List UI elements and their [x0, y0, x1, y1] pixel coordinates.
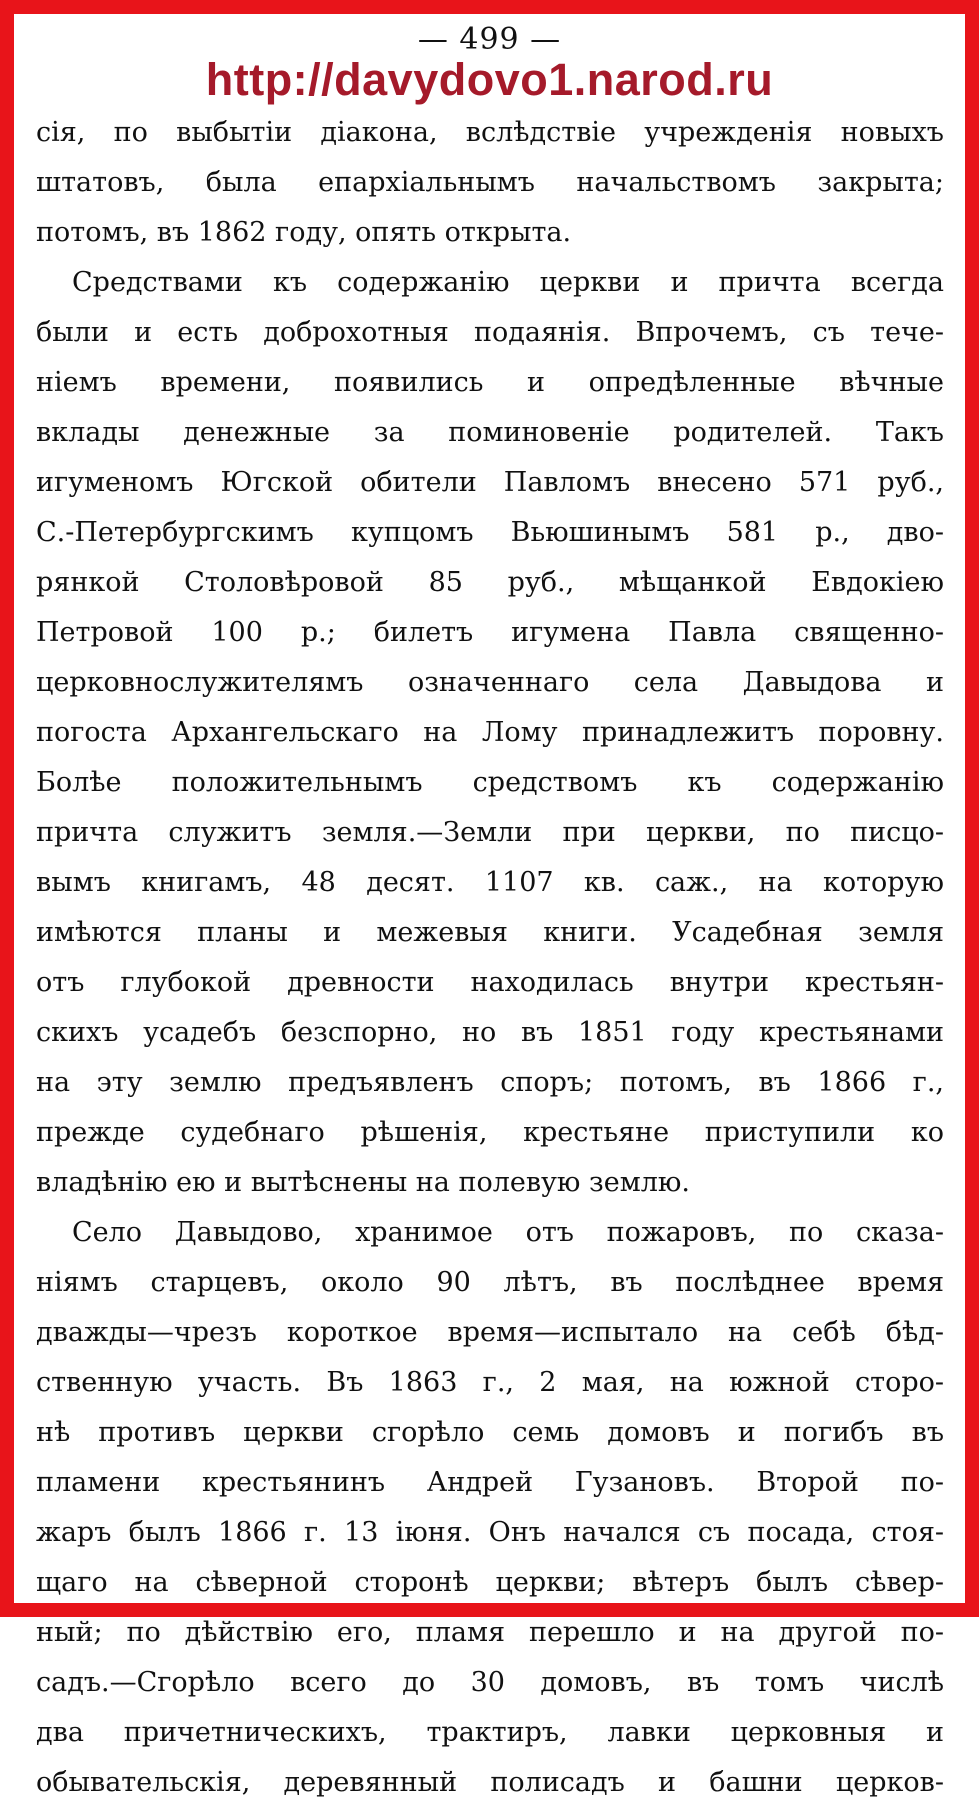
text-line: рянкой Столовѣровой 85 руб., мѣщанкой Евдокіею: [36, 567, 944, 598]
text-line: нѣ противъ церкви сгорѣло семь домовъ и погибъ въ: [36, 1417, 944, 1448]
page-number: — 499 —: [417, 22, 562, 57]
text-line: штатовъ, была епархіальнымъ начальствомъ закрыта;: [36, 167, 944, 198]
text-line: пламени крестьянинъ Андрей Гузановъ. Второй по-: [36, 1467, 944, 1498]
text-line: Средствами къ содержанію церкви и причта всегда: [72, 267, 944, 298]
text-line: церковнослужителямъ означеннаго села Давыдова и: [36, 667, 944, 698]
text-line: ственную участь. Въ 1863 г., 2 мая, на южной сторо-: [36, 1367, 944, 1398]
text-line: ніемъ времени, появились и опредѣленные вѣчные: [36, 367, 944, 398]
text-line: два причетническихъ, трактиръ, лавки церковныя и: [36, 1717, 944, 1748]
text-line: скихъ усадебъ безспорно, но въ 1851 году крестьянами: [36, 1017, 944, 1048]
text-line: владѣнію ею и вытѣснены на полевую землю.: [36, 1167, 690, 1198]
text-line: были и есть доброхотныя подаянія. Впрочемъ, съ тече-: [36, 317, 944, 348]
document-body: [36, 108, 944, 1808]
text-line: вклады денежные за поминовеніе родителей. Такъ: [36, 417, 944, 448]
text-line: щаго на сѣверной сторонѣ церкви; вѣтеръ былъ сѣвер-: [36, 1567, 944, 1598]
text-line: обывательскія, деревянный полисадъ и башни церков-: [36, 1767, 944, 1798]
text-line: отъ глубокой древности находилась внутри крестьян-: [36, 967, 944, 998]
text-line: погоста Архангельскаго на Лому принадлежитъ поровну.: [36, 717, 944, 748]
text-line: С.-Петербургскимъ купцомъ Вьюшинымъ 581 р., дво-: [36, 517, 944, 548]
text-line: жаръ былъ 1866 г. 13 іюня. Онъ начался съ посада, стоя-: [36, 1517, 944, 1548]
text-line: ный; по дѣйствію его, пламя перешло и на другой по-: [36, 1617, 944, 1648]
text-line: прежде судебнаго рѣшенія, крестьяне приступили ко: [36, 1117, 944, 1148]
text-line: дважды—чрезъ короткое время—испытало на себѣ бѣд-: [36, 1317, 944, 1348]
text-line: Болѣе положительнымъ средствомъ къ содержанію: [36, 767, 944, 798]
text-line: сія, по выбытіи діакона, вслѣдствіе учрежденія новыхъ: [36, 117, 944, 148]
text-line: ніямъ старцевъ, около 90 лѣтъ, въ послѣднее время: [36, 1267, 944, 1298]
text-line: Петровой 100 р.; билетъ игумена Павла священно-: [36, 617, 944, 648]
text-line: причта служитъ земля.—Земли при церкви, по писцо-: [36, 817, 944, 848]
text-line: вымъ книгамъ, 48 десят. 1107 кв. саж., на которую: [36, 867, 944, 898]
watermark-url: http://davydovo1.narod.ru: [205, 54, 774, 105]
text-line: имѣются планы и межевыя книги. Усадебная земля: [36, 917, 944, 948]
text-line: Село Давыдово, хранимое отъ пожаровъ, по сказа-: [72, 1217, 944, 1248]
text-line: игуменомъ Югской обители Павломъ внесено 571 руб.,: [36, 467, 944, 498]
text-line: садъ.—Сгорѣло всего до 30 домовъ, въ томъ числѣ: [36, 1667, 944, 1698]
text-line: на эту землю предъявленъ споръ; потомъ, въ 1866 г.,: [36, 1067, 944, 1098]
text-line: потомъ, въ 1862 году, опять открыта.: [36, 217, 572, 248]
